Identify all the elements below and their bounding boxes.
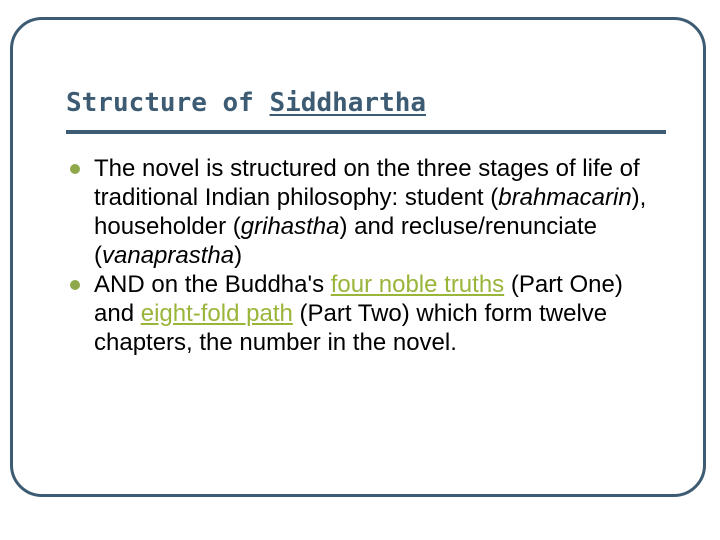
bullet-text: )	[234, 242, 243, 269]
title-book-name: Siddhartha	[269, 88, 427, 118]
bullet-text: AND on the Buddha's	[94, 271, 331, 298]
slide-title	[66, 88, 426, 118]
bullet-dot-icon	[70, 280, 80, 290]
bullet-text: (Part Two) which form twelve chapters, the number in the novel.	[94, 300, 608, 356]
bullet-item-stages	[66, 154, 666, 270]
term-vanaprastha: vanaprastha	[102, 242, 235, 269]
bullet-text: The novel is structured on the three stages of life of traditional Indian philosophy: student (	[94, 155, 640, 211]
bullet-text: ) and recluse/renunciate (	[94, 213, 597, 269]
link-four-noble-truths[interactable]: four noble truths	[330, 271, 505, 298]
term-grihastha: grihastha	[240, 213, 340, 240]
title-prefix: Structure of	[66, 88, 270, 118]
bullet-dot-icon	[70, 164, 80, 174]
term-brahmacarin: brahmacarin	[498, 184, 632, 211]
bullet-item-truths	[66, 270, 666, 357]
bullet-text: (Part One) and	[94, 271, 623, 327]
title-divider	[66, 130, 666, 134]
bullet-text: ), householder (	[94, 184, 647, 240]
link-eight-fold-path[interactable]: eight-fold path	[140, 300, 293, 327]
bullet-list	[66, 154, 666, 357]
